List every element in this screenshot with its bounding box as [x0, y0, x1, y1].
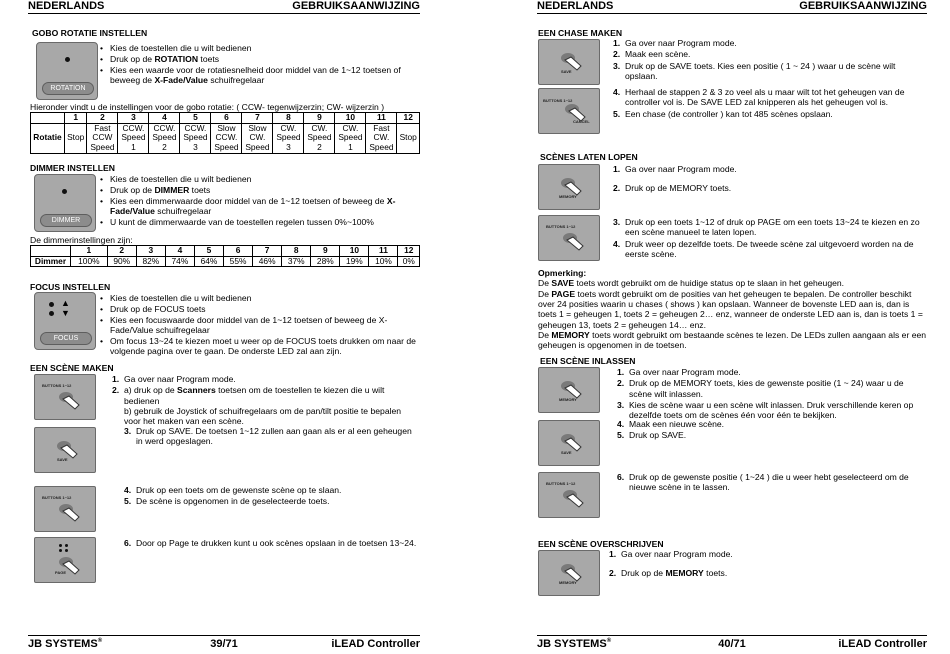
table-cell: 46% — [253, 256, 282, 267]
led-icon — [65, 549, 68, 552]
list-item: 3. Druk op een toets 1~12 of druk op PAGE om een toets 13~24 te kiezen en zo een scène manueel te laten lopen. — [613, 217, 920, 238]
table-cell: 1 — [65, 113, 87, 124]
table-cell: 11 — [369, 246, 398, 257]
table-cell: 74% — [165, 256, 194, 267]
table-cell: 1 — [71, 246, 108, 257]
footer-brand: JB SYSTEMS® — [28, 638, 103, 650]
led-icon — [49, 302, 54, 307]
list-item: • Druk op de DIMMER toets — [98, 185, 420, 195]
table-cell: Slow CCW. Speed — [211, 123, 242, 153]
list-item: 5. Druk op SAVE. — [617, 430, 687, 441]
list-item: • Druk op de ROTATION toets — [98, 54, 418, 64]
memory-button-image: MEMORY — [538, 367, 600, 413]
right-page — [537, 0, 927, 654]
table-cell: 5 — [180, 113, 211, 124]
scene-make-steps-3 — [118, 485, 420, 508]
list-item: 4. Druk weer op dezelfde toets. De tweede scène zal uitgevoerd worden na de eerste scène. — [613, 238, 914, 259]
list-item: • Kies een dimmerwaarde door middel van de 1~12 toetsen of beweeg de X-Fade/Value schuifregelaar — [98, 196, 420, 217]
table-cell: 28% — [311, 256, 340, 267]
table-cell: 3 — [136, 246, 165, 257]
list-item: 2. a) druk op de Scanners toetsen om de toestellen te kiezen die u wilt bedienen b) gebruik de Joystick of schuifregelaars om de pan/tilt positie te bepalen voor het maken van een scène. — [112, 385, 402, 427]
list-item: • Druk op de FOCUS toets — [98, 304, 420, 314]
table-cell: 7 — [253, 246, 282, 257]
memory-button-image: MEMORY — [538, 550, 600, 596]
table-cell: 10 — [335, 113, 366, 124]
dimmer-key: DIMMER — [40, 214, 92, 227]
table-cell: 7 — [242, 113, 273, 124]
table-cell: 9 — [311, 246, 340, 257]
table-cell: CCW. Speed 1 — [118, 123, 149, 153]
table-cell: CW. Speed 2 — [304, 123, 335, 153]
table-row — [31, 123, 420, 153]
list-item: 6. Druk op de gewenste positie ( 1~24 ) die u weer hebt geselecteerd om de nieuwe scène in te lassen. — [617, 472, 909, 493]
header-manual: GEBRUIKSAANWIJZING — [799, 0, 927, 12]
focus-button-image — [34, 292, 96, 350]
run-steps-2 — [607, 217, 925, 260]
list-item: • Kies de toestellen die u wilt bedienen — [98, 293, 420, 303]
run-section-title: SCÈNES LATEN LOPEN — [540, 152, 638, 162]
table-cell: 100% — [71, 256, 108, 267]
focus-bullets — [98, 293, 420, 357]
table-cell: 12 — [397, 113, 420, 124]
note-block — [538, 268, 928, 351]
table-cell: 5 — [194, 246, 223, 257]
list-item: • Kies de toestellen die u wilt bedienen — [98, 174, 420, 184]
table-cell: 9 — [304, 113, 335, 124]
table-cell: 6 — [224, 246, 253, 257]
note-line-page: De PAGE toets wordt gebruikt om de posities van het geheugen te bepalen. De controller beschikt over 24 posities waarin u chases ( shows ) kan opslaan. Wanneer de bovenste LED aan is, dan is toets 1 = geheugen 1, toets 2 = geheugen 2… enz, wanneer de onderste LED aan is, dan is toets 1 = geheugen 13, toets 2 = geheugen 14… enz. — [538, 288, 923, 330]
led-icon — [65, 544, 68, 547]
table-cell: 82% — [136, 256, 165, 267]
focus-section-title: FOCUS INSTELLEN — [30, 282, 111, 292]
table-cell: 55% — [224, 256, 253, 267]
scene-make-steps-2 — [118, 426, 420, 448]
header-language: NEDERLANDS — [28, 0, 105, 12]
list-item: • Kies de toestellen die u wilt bedienen — [98, 43, 418, 53]
table-cell: 2 — [87, 113, 118, 124]
table-cell: 3 — [118, 113, 149, 124]
chase-section-title: EEN CHASE MAKEN — [538, 28, 623, 38]
gobo-bullets — [98, 43, 418, 86]
chase-steps-1 — [607, 38, 925, 82]
footer-brand: JB SYSTEMS® — [537, 638, 612, 650]
list-item: 3. Druk op de SAVE toets. Kies een positie ( 1 ~ 24 ) waar u de scène wilt opslaan. — [613, 60, 896, 81]
table-cell: 37% — [282, 256, 311, 267]
arrow-down-icon: ▼ — [61, 308, 70, 318]
left-page — [28, 0, 420, 654]
arrow-up-icon: ▲ — [61, 298, 70, 308]
led-icon — [59, 549, 62, 552]
load-steps-2 — [611, 419, 925, 442]
page-footer-right — [537, 635, 927, 654]
table-cell: 4 — [165, 246, 194, 257]
list-item: 1. Ga over naar Program mode. — [617, 367, 741, 377]
page-header-left — [28, 0, 420, 14]
scene-make-section-title: EEN SCÈNE MAKEN — [30, 363, 114, 373]
load-steps-1 — [611, 367, 925, 422]
table-cell: Stop — [397, 123, 420, 153]
buttons-1-12-image: BUTTONS 1~12 — [538, 215, 600, 261]
table-cell: Stop — [65, 123, 87, 153]
table-cell: CW. Speed 1 — [335, 123, 366, 153]
list-item: • Om focus 13~24 te kiezen moet u weer op de FOCUS toets drukken om naar de volgende pagina over te gaan. De onderste LED zal aan zijn. — [98, 336, 420, 357]
table-cell: 12 — [398, 246, 420, 257]
overwrite-section-title: EEN SCÈNE OVERSCHRIJVEN — [538, 539, 664, 549]
list-item: 3. Druk op SAVE. De toetsen 1~12 zullen aan gaan als er al een geheugen in werd opgeslagen. — [124, 426, 412, 447]
led-icon — [62, 189, 67, 194]
table-cell: 10% — [369, 256, 398, 267]
focus-key: FOCUS — [40, 332, 92, 345]
table-cell: 6 — [211, 113, 242, 124]
gobo-section-title: GOBO ROTATIE INSTELLEN — [32, 28, 148, 38]
dimmer-intro: De dimmerinstellingen zijn: — [30, 235, 133, 245]
list-item: 2. Druk op de MEMORY toets, kies de gewenste positie (1 ~ 24) waar u de scène wilt inlassen. — [617, 378, 904, 399]
list-item: 3. Kies de scène waar u een scène wilt inlassen. Druk verschillende keren op dezelfde toets om de scènes één voor één te bekijken. — [617, 399, 914, 421]
table-cell: Fast CW. Speed — [366, 123, 397, 153]
table-cell: 2 — [107, 246, 136, 257]
list-item: 5. De scène is opgenomen in de geselecteerde toets. — [124, 496, 330, 507]
row-label: Dimmer — [31, 256, 71, 267]
list-item: 6. Door op Page te drukken kunt u ook scènes opslaan in de toetsen 13~24. — [124, 538, 417, 548]
rotation-key: ROTATION — [42, 82, 94, 95]
page-button-image: PAGE — [34, 537, 96, 583]
page-header-right — [537, 0, 927, 14]
dimmer-section-title: DIMMER INSTELLEN — [30, 163, 115, 173]
list-item: 4. Druk op een toets om de gewenste scène op te slaan. — [124, 485, 342, 495]
dimmer-bullets — [98, 174, 420, 228]
save-button-image: SAVE — [538, 420, 600, 466]
run-steps-1 — [607, 164, 925, 195]
buttons-cancel-image: BUTTONS 1~12 CANCEL — [538, 88, 600, 134]
buttons-1-12-image: BUTTONS 1~12 — [538, 472, 600, 518]
table-cell: 8 — [282, 246, 311, 257]
table-row — [31, 246, 420, 257]
footer-product: iLEAD Controller — [331, 638, 420, 650]
footer-page-number: 40/71 — [718, 638, 746, 650]
chase-steps-2 — [607, 87, 925, 120]
save-button-image: SAVE — [538, 39, 600, 85]
list-item: 4. Maak een nieuwe scène. — [617, 419, 725, 429]
load-steps-3 — [611, 472, 925, 494]
gobo-table — [30, 112, 420, 154]
overwrite-steps — [603, 549, 925, 580]
list-item: 4. Herhaal de stappen 2 & 3 zo veel als u maar wilt tot het geheugen van de controller vol is. De SAVE LED zal knipperen als het geheugen vol is. — [613, 87, 905, 108]
list-item: 2. Maak een scène. — [613, 49, 691, 60]
led-icon — [49, 311, 54, 316]
scene-make-steps-4 — [118, 538, 420, 549]
note-title: Opmerking: — [538, 268, 587, 278]
header-language: NEDERLANDS — [537, 0, 614, 12]
dimmer-button-image — [34, 174, 96, 232]
footer-page-number: 39/71 — [210, 638, 238, 650]
list-item: 1. Ga over naar Program mode. — [112, 374, 236, 384]
dimmer-table — [30, 245, 420, 267]
list-item: 2. Druk op de MEMORY toets. — [613, 183, 732, 194]
finger-press-icon — [559, 230, 587, 254]
memory-button-image: MEMORY — [538, 164, 600, 210]
table-cell: CW. Speed 3 — [273, 123, 304, 153]
table-cell: 11 — [366, 113, 397, 124]
list-item: 1. Ga over naar Program mode. — [613, 38, 737, 48]
list-item: 2. Druk op de MEMORY toets. — [609, 568, 728, 579]
table-row — [31, 256, 420, 267]
finger-press-icon — [55, 389, 83, 413]
row-label: Rotatie — [31, 123, 65, 153]
note-line-memory: De MEMORY toets wordt gebruikt om bestaande scènes te lezen. De LEDs zullen aangaan als er een geheugen is opgenomen in de toetsen. — [538, 329, 927, 351]
scene-make-steps-1 — [106, 374, 420, 428]
list-item: • Kies een focuswaarde door middel van de 1~12 toetsen of beweeg de X-Fade/Value schuifregelaar — [98, 315, 420, 336]
led-icon — [59, 544, 62, 547]
finger-press-icon — [559, 487, 587, 511]
list-item: • Kies een waarde voor de rotatiesnelheid door middel van de 1~12 toetsen of beweeg de X-Fade/Value schuifregelaar — [98, 65, 418, 86]
footer-product: iLEAD Controller — [838, 638, 927, 650]
table-cell: 64% — [194, 256, 223, 267]
load-section-title: EEN SCÈNE INLASSEN — [540, 356, 636, 366]
table-cell: CCW. Speed 3 — [180, 123, 211, 153]
gobo-intro: Hieronder vindt u de instellingen voor de gobo rotatie: ( CCW- tegenwijzerzin; CW- wijzerzin ) — [30, 102, 385, 112]
list-item: 5. Een chase (de controller ) kan tot 485 scènes opslaan. — [613, 108, 833, 119]
save-button-image: SAVE — [34, 427, 96, 473]
table-cell: Fast CCW Speed — [87, 123, 118, 153]
table-cell: CCW. Speed 2 — [149, 123, 180, 153]
list-item: 1. Ga over naar Program mode. — [609, 549, 733, 559]
finger-press-icon — [55, 501, 83, 525]
buttons-1-12-image: BUTTONS 1~12 — [34, 374, 96, 420]
table-cell: 0% — [398, 256, 420, 267]
table-row — [31, 113, 420, 124]
table-cell: 10 — [340, 246, 369, 257]
led-icon — [65, 57, 70, 62]
table-cell: 19% — [340, 256, 369, 267]
table-cell: Slow CW. Speed — [242, 123, 273, 153]
list-item: 1. Ga over naar Program mode. — [613, 164, 737, 174]
rotation-button-image — [36, 42, 98, 100]
header-manual: GEBRUIKSAANWIJZING — [292, 0, 420, 12]
table-cell: 4 — [149, 113, 180, 124]
table-cell: 8 — [273, 113, 304, 124]
buttons-1-12-image: BUTTONS 1~12 — [34, 486, 96, 532]
table-cell: 90% — [107, 256, 136, 267]
list-item: • U kunt de dimmerwaarde van de toestellen regelen tussen 0%~100% — [98, 217, 420, 227]
note-line-save: De SAVE toets wordt gebruikt om de huidige status op te slaan in het geheugen. — [538, 278, 845, 289]
page-footer-left — [28, 635, 420, 654]
